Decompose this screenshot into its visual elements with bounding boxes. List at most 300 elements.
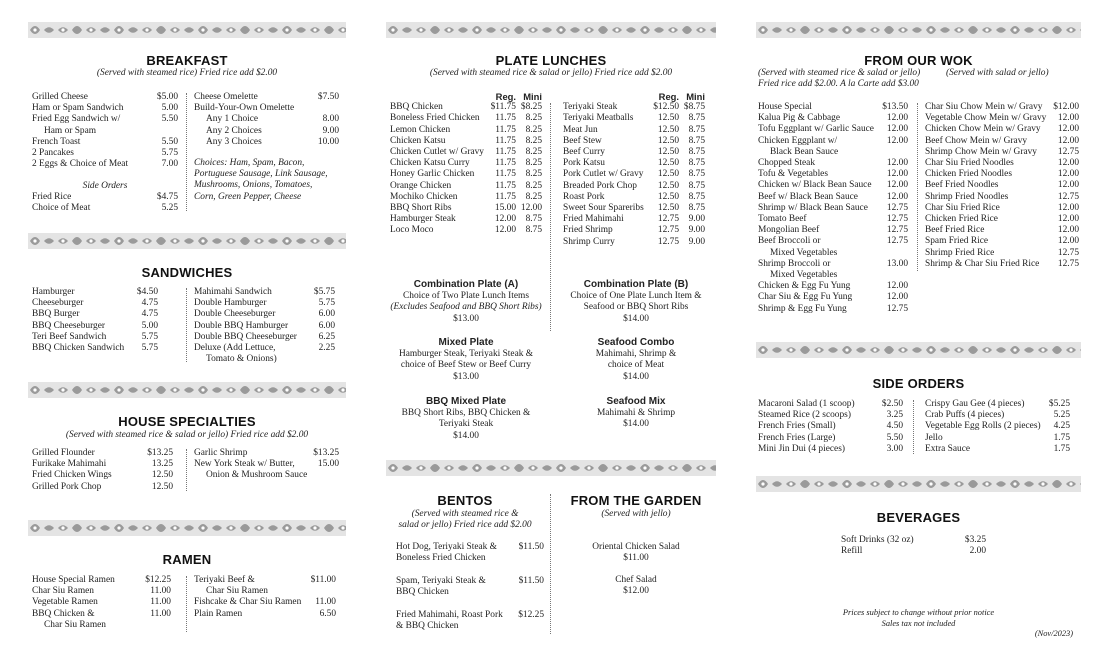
dot-motif [173, 239, 176, 242]
reg-price: 11.75 [495, 191, 516, 202]
combo-price: $14.00 [623, 419, 649, 430]
house-special-item-price: 12.50 [151, 481, 173, 492]
wok-item-price: 12.00 [886, 292, 908, 303]
plate-lunch-prices [488, 113, 542, 124]
dot-motif [901, 28, 904, 31]
plate-lunch-prices [488, 102, 542, 113]
bentos-note-2: salad or jello) Fried rice add $2.00 [398, 520, 532, 530]
house-special-item-name: Grilled Pork Chop [32, 481, 102, 492]
dot-motif [615, 28, 618, 31]
bento-item [396, 576, 544, 598]
dot-motif [341, 388, 344, 391]
wok-item [925, 169, 1079, 180]
mini-price: 8.75 [688, 135, 705, 146]
side-order-item-price: 3.25 [886, 410, 903, 421]
reg-price: 11.75 [495, 158, 516, 169]
breakfast-item-price: 5.50 [161, 114, 178, 125]
menu-column-right [756, 0, 1081, 668]
plate-lunch-item [563, 225, 705, 236]
combo-title: Combination Plate (A) [413, 279, 519, 290]
reg-price: 12.50 [657, 113, 679, 124]
mini-price: $8.75 [683, 102, 705, 113]
side-order-item-price: 1.75 [1053, 432, 1070, 443]
wok-item-price: 12.75 [886, 303, 908, 314]
mini-price: 8.25 [525, 147, 542, 158]
house-special-item-price: 13.25 [151, 459, 173, 470]
wok-item [758, 158, 908, 169]
ramen-item-name: Char Siu Ramen [206, 586, 268, 597]
omelette-item-name: Any 1 Choice [206, 114, 259, 125]
combo-price: $14.00 [453, 430, 479, 441]
plate-lunch-prices [651, 125, 705, 136]
mini-price: 8.25 [525, 113, 542, 124]
dot-motif [845, 28, 848, 31]
bento-line [396, 576, 544, 587]
dot-motif [61, 28, 64, 31]
ornament-band [28, 20, 346, 40]
dot-motif [929, 348, 932, 351]
wok-item-price: $13.50 [882, 102, 908, 112]
wok-item-price: 12.00 [1057, 135, 1079, 146]
dot-motif [985, 348, 988, 351]
wok-item-price: 12.00 [886, 169, 908, 180]
wok-item-name: Tofu & Vegetables [758, 169, 828, 180]
plate-lunch-name: Beef Stew [563, 135, 602, 146]
wok-item-name: Chicken w/ Black Bean Sauce [758, 180, 872, 191]
side-order-item-price: 4.25 [1053, 421, 1070, 432]
dot-motif [145, 526, 148, 529]
breakfast-item [32, 159, 178, 170]
omelette-item-name: Any 2 Choices [206, 125, 262, 136]
sandwich-item-price: 2.25 [318, 343, 335, 354]
dot-motif [391, 466, 394, 469]
house-special-item [194, 470, 339, 481]
plate-lunch-prices [651, 181, 705, 192]
combo-title: Combination Plate (B) [583, 279, 689, 290]
bento-price: $11.50 [518, 576, 544, 586]
mini-price: 8.75 [688, 113, 705, 124]
house-special-item-name: Furikake Mahimahi [32, 459, 107, 470]
wok-item-price: 12.00 [1057, 202, 1079, 213]
mini-price: 8.25 [525, 191, 542, 202]
side-orders-label: Side Orders [82, 181, 128, 191]
ornament-pattern [386, 20, 716, 40]
sandwich-item [194, 298, 335, 309]
plate-lunch-prices [651, 136, 705, 147]
plate-lunch-name: Fried Shrimp [563, 225, 613, 236]
omelette-item-price [313, 103, 339, 114]
dot-motif [257, 28, 260, 31]
dot-motif [341, 239, 344, 242]
dot-motif [257, 239, 260, 242]
breakfast-item-price: 7.00 [161, 159, 178, 170]
wok-item-price: 12.00 [1057, 158, 1079, 169]
plate-lunch-prices [488, 125, 542, 136]
plate-lunch-item [390, 125, 542, 136]
salad-name: Oriental Chicken Salad [592, 542, 680, 552]
wok-item-price: 12.00 [886, 124, 908, 135]
ornament-band [386, 458, 716, 478]
plate-lunch-item [563, 147, 705, 158]
breakfast-list-right [194, 92, 339, 148]
wok-item-name: Beef Fried Rice [925, 225, 985, 236]
plate-lunch-item [390, 225, 542, 236]
mini-price: 8.25 [525, 158, 542, 169]
dot-motif [419, 28, 422, 31]
side-order-item-price: $2.50 [881, 399, 903, 409]
combo-note: (Excludes Seafood and BBQ Short Ribs) [390, 302, 542, 313]
dot-motif [33, 526, 36, 529]
dot-motif [257, 526, 260, 529]
beverage-item-price: 2.00 [969, 546, 986, 557]
plate-lunch-name: Fried Mahimahi [563, 214, 624, 225]
house-special-item [194, 448, 339, 459]
dot-motif [761, 482, 764, 485]
ornament-band [756, 340, 1081, 360]
combo-title: Seafood Mix [606, 396, 666, 407]
wok-item-name: Chicken Eggplant w/ [758, 135, 838, 146]
dot-motif [447, 28, 450, 31]
reg-price: 12.50 [657, 135, 679, 146]
wok-item [925, 192, 1079, 203]
breakfast-item-name: Ham or Spam [44, 125, 97, 136]
wok-item-price: 12.00 [886, 180, 908, 191]
salad-name: Chef Salad [615, 575, 657, 585]
dot-motif [761, 28, 764, 31]
dot-motif [201, 239, 204, 242]
dot-motif [873, 348, 876, 351]
plate-lunch-item [390, 192, 542, 203]
house-special-item-price: 12.50 [151, 470, 173, 481]
plate-lunch-item [390, 147, 542, 158]
combo-box [556, 396, 716, 431]
wok-item-price [882, 248, 908, 259]
wok-item-name: Shrimp Fried Rice [925, 247, 995, 258]
wok-item-price: 12.00 [1057, 113, 1079, 124]
wok-list-left [758, 102, 908, 315]
plate-lunch-item [563, 113, 705, 124]
ramen-title: RAMEN [162, 552, 212, 567]
wok-item-price: 12.75 [1057, 247, 1079, 258]
side-order-item-name: Crab Puffs (4 pieces) [925, 410, 1005, 421]
dot-motif [447, 466, 450, 469]
plate-lunch-item [563, 169, 705, 180]
bento-price: $12.25 [518, 610, 544, 620]
wok-item-name: Shrimp & Char Siu Fried Rice [925, 258, 1040, 269]
dot-motif [873, 482, 876, 485]
dot-motif [61, 388, 64, 391]
dot-motif [117, 388, 120, 391]
mini-label: Mini [686, 91, 705, 102]
combo-price: $14.00 [623, 371, 649, 382]
dot-motif [699, 466, 702, 469]
combo-description: Mahimahi & Shrimp [596, 408, 676, 419]
wok-item-price: 12.75 [1057, 146, 1079, 157]
plate-lunch-prices [488, 158, 542, 169]
sandwich-item [32, 343, 158, 354]
sandwich-item-name: Deluxe (Add Lettuce, [194, 343, 276, 354]
side-order-item-price: 5.50 [886, 432, 903, 443]
dot-motif [845, 348, 848, 351]
combo-price: $13.00 [453, 313, 479, 324]
mini-price: 8.75 [525, 225, 542, 236]
salad-item [556, 575, 716, 597]
side-order-item [758, 433, 903, 444]
wok-item-name: Shrimp w/ Black Bean Sauce [758, 202, 868, 213]
dot-motif [313, 526, 316, 529]
dot-motif [817, 482, 820, 485]
side-order-item-name: Vegetable Egg Rolls (2 pieces) [925, 421, 1041, 432]
plate-lunches-note: (Served with steamed rice & salad or jello) Fried rice add $2.00 [429, 68, 673, 78]
wok-item-price: 12.00 [1057, 236, 1079, 247]
combo-price: $14.00 [623, 313, 649, 324]
plate-lunch-prices [488, 136, 542, 147]
menu-column-left [28, 0, 346, 668]
column-divider [186, 93, 187, 211]
side-order-item-name: Extra Sauce [925, 443, 971, 454]
mini-price: 9.00 [688, 214, 705, 225]
combo-box [386, 279, 546, 325]
plate-lunch-prices [488, 214, 542, 225]
house-special-item-name: Garlic Shrimp [194, 448, 248, 458]
combo-description: BBQ Short Ribs, BBQ Chicken & [401, 408, 531, 419]
ramen-item [32, 575, 171, 586]
omelette-item-name: Build-Your-Own Omelette [194, 103, 295, 114]
dot-motif [145, 28, 148, 31]
breakfast-side-item [32, 192, 178, 203]
plate-lunch-name: Roast Pork [563, 191, 605, 202]
sandwich-item-price: 5.75 [318, 298, 335, 309]
house-list-right [194, 448, 339, 482]
wok-item-price: 12.00 [886, 281, 908, 292]
reg-price: 12.50 [657, 147, 679, 158]
breakfast-side-item-name: Choice of Meat [32, 203, 91, 214]
beverages-title: BEVERAGES [876, 510, 961, 525]
mini-price: 8.25 [525, 169, 542, 180]
dot-motif [61, 239, 64, 242]
ramen-item [194, 609, 336, 620]
mini-price: 9.00 [688, 225, 705, 236]
plate-lunches-list-left [390, 91, 542, 237]
beverages-list [841, 535, 986, 557]
dot-motif [957, 482, 960, 485]
omelette-item [194, 126, 339, 137]
breakfast-item-name: French Toast [32, 136, 81, 147]
reg-price: 12.00 [494, 225, 516, 236]
ramen-item-name: House Special Ramen [32, 575, 115, 585]
dot-motif [229, 28, 232, 31]
choices-line: Mushrooms, Onions, Tomatoes, [194, 180, 313, 191]
wok-item-name: Tomato Beef [758, 214, 807, 225]
wok-note-right: (Served with salad or jello) [946, 68, 1049, 78]
plate-lunch-name: BBQ Chicken [390, 102, 443, 113]
reg-price: 12.50 [657, 180, 679, 191]
wok-item-name: Shrimp Chow Mein w/ Gravy [925, 146, 1037, 157]
ramen-item [32, 609, 171, 620]
wok-item [758, 292, 908, 303]
plate-lunch-name: Chicken Cutlet w/ Gravy [390, 147, 484, 158]
sandwich-item-price [309, 354, 335, 365]
dot-motif [419, 466, 422, 469]
wok-item-price: 12.00 [886, 158, 908, 169]
column-divider [186, 288, 187, 362]
house-list-left [32, 448, 173, 493]
plate-lunch-name: Pork Katsu [563, 158, 605, 169]
wok-item-price: 12.75 [1057, 258, 1079, 269]
breakfast-item [32, 114, 178, 125]
mini-price: 8.25 [525, 135, 542, 146]
breakfast-side-item-price: $4.75 [156, 192, 178, 203]
dot-motif [285, 526, 288, 529]
sandwich-item-name: Teri Beef Sandwich [32, 331, 107, 342]
ramen-item-price: 11.00 [150, 608, 171, 619]
ramen-item-price: 11.00 [150, 597, 171, 608]
ramen-item [194, 597, 336, 608]
sandwich-item-name: Tomato & Onions) [206, 354, 277, 365]
house-specialties-title: HOUSE SPECIALTIES [118, 414, 256, 429]
sandwich-item [194, 287, 335, 298]
sandwich-item-name: Double BBQ Hamburger [194, 320, 289, 331]
price-notice: Prices subject to change without prior notice [842, 608, 995, 617]
reg-price: 12.50 [657, 169, 679, 180]
omelette-item [194, 137, 339, 148]
combo-title: Seafood Combo [597, 337, 675, 348]
wok-item [758, 281, 908, 292]
dot-motif [1041, 348, 1044, 351]
wok-item-name: Mixed Vegetables [770, 270, 838, 281]
wok-item [758, 270, 908, 281]
dot-motif [145, 388, 148, 391]
dot-motif [33, 388, 36, 391]
dot-motif [1041, 482, 1044, 485]
reg-price: 11.75 [495, 180, 516, 191]
sandwich-item-price: 5.00 [141, 320, 158, 331]
plate-lunch-item [563, 181, 705, 192]
wok-item-name: Char Siu Fried Rice [925, 202, 1000, 213]
side-order-item-price: 5.25 [1053, 410, 1070, 421]
sandwich-item [32, 298, 158, 309]
wok-item [758, 136, 908, 147]
mini-price: 8.25 [525, 124, 542, 135]
price-header [390, 91, 542, 102]
plate-lunch-item [563, 125, 705, 136]
wok-item [758, 169, 908, 180]
side-order-item [758, 410, 903, 421]
tax-notice: Sales tax not included [881, 619, 956, 628]
dot-motif [1069, 348, 1072, 351]
plate-lunch-prices [488, 203, 542, 214]
menu-column-center [386, 0, 716, 668]
plate-lunch-name: Shrimp Curry [563, 236, 615, 247]
wok-item-name: Vegetable Chow Mein w/ Gravy [925, 113, 1047, 124]
reg-label: Reg. [658, 91, 679, 102]
side-orders-list-right [925, 399, 1070, 455]
omelette-item-name: Any 3 Choices [206, 136, 262, 147]
side-order-item [925, 410, 1070, 421]
wok-item [925, 158, 1079, 169]
breakfast-note: (Served with steamed rice) Fried rice add $2.00 [96, 68, 278, 78]
bento-name: Hot Dog, Teriyaki Steak & [396, 542, 497, 552]
reg-price: $12.50 [653, 102, 679, 113]
plate-lunch-name: Meat Jun [563, 124, 598, 135]
dot-motif [229, 388, 232, 391]
plate-lunch-name: Pork Cutlet w/ Gravy [563, 169, 644, 180]
dot-motif [789, 28, 792, 31]
beverage-item-price: $3.25 [964, 535, 986, 545]
plate-lunch-prices [488, 192, 542, 203]
mini-price: 8.75 [688, 169, 705, 180]
plate-lunch-name: Beef Curry [563, 147, 605, 158]
ramen-item-name: Plain Ramen [194, 608, 243, 619]
reg-price: 12.75 [657, 225, 679, 236]
plate-lunch-item [563, 192, 705, 203]
ornament-band [28, 518, 346, 538]
sandwich-item-price: 5.75 [141, 331, 158, 342]
plate-lunch-prices [651, 237, 705, 248]
wok-item-name: Chicken Chow Mein w/ Gravy [925, 124, 1041, 135]
sandwich-item-name: Double Cheeseburger [194, 309, 276, 320]
beverage-item [841, 535, 986, 546]
dot-motif [257, 388, 260, 391]
house-special-item-price: $13.25 [313, 448, 339, 458]
reg-price: 12.50 [657, 124, 679, 135]
dot-motif [1013, 348, 1016, 351]
reg-price: $11.75 [490, 102, 516, 113]
plate-lunch-item [563, 214, 705, 225]
sandwich-item-price: 5.75 [141, 343, 158, 354]
wok-item-price [882, 147, 908, 158]
ramen-item-price: $12.25 [145, 575, 171, 585]
sandwich-item [194, 309, 335, 320]
dot-motif [789, 482, 792, 485]
column-divider [186, 576, 187, 632]
ramen-item-price: 11.00 [150, 586, 171, 597]
dot-motif [173, 28, 176, 31]
column-divider [550, 103, 551, 331]
dot-motif [559, 466, 562, 469]
dot-motif [845, 482, 848, 485]
dot-motif [615, 466, 618, 469]
plate-lunch-name: BBQ Short Ribs [390, 203, 452, 214]
dot-motif [229, 239, 232, 242]
side-orders-title: SIDE ORDERS [872, 376, 965, 391]
mini-price: 8.75 [688, 191, 705, 202]
sandwich-item-name: BBQ Burger [32, 309, 80, 320]
side-order-item [758, 421, 903, 432]
side-order-item [925, 433, 1070, 444]
mini-price: 8.25 [525, 180, 542, 191]
ramen-item-name: Fishcake & Char Siu Ramen [194, 597, 302, 608]
dot-motif [671, 28, 674, 31]
sandwich-item [32, 309, 158, 320]
breakfast-list-left [32, 92, 178, 170]
wok-item-price: 12.00 [1057, 124, 1079, 135]
wok-item [758, 259, 908, 270]
wok-item-price: 12.75 [886, 236, 908, 247]
combo-description: Teriyaki Steak [438, 419, 494, 430]
ornament-pattern [28, 518, 346, 538]
mini-price: $8.25 [520, 102, 542, 113]
beverage-item-name: Refill [841, 546, 863, 557]
dot-motif [817, 28, 820, 31]
breakfast-item-price: 5.00 [161, 103, 178, 114]
side-order-item [925, 399, 1070, 410]
column-divider [913, 400, 914, 454]
dot-motif [671, 466, 674, 469]
dot-motif [89, 388, 92, 391]
dot-motif [587, 466, 590, 469]
house-special-item [32, 470, 173, 481]
